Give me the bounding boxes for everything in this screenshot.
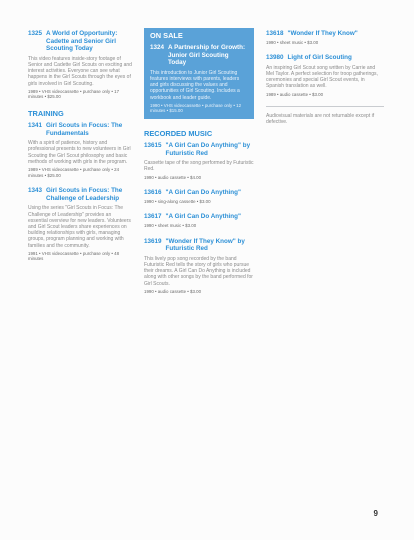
column-left xyxy=(28,30,132,271)
catalog-entry xyxy=(28,30,132,100)
entry-number: 1325 xyxy=(28,30,43,37)
entry-meta: 1989 • audio cassette • $3.00 xyxy=(266,91,324,97)
entry-meta: 1990 • sing-along cassette • $3.00 xyxy=(144,198,211,204)
entry-number: 13618 xyxy=(266,30,284,37)
entry-title xyxy=(144,238,254,253)
return-policy-note: Audiovisual materials are not returnable except if defective. xyxy=(266,113,375,126)
entry-description: This lively pop song recorded by the band Futuristic Red tells the story of girls who pursue their dreams. A Girl Can Do Anything is included along with other songs by the band performed for Girl Scouts. xyxy=(144,255,253,287)
entry-meta: 1990 • sheet music • $3.00 xyxy=(144,222,197,228)
entry-title xyxy=(28,30,132,53)
entry-description: Cassette tape of the song performed by Futuristic Red. xyxy=(144,160,254,173)
entry-meta: 1989 • VHS videocassette • purchase only • 24 minutes • $25.00 xyxy=(28,166,120,178)
catalog-entry xyxy=(266,54,384,97)
page-number: 9 xyxy=(373,509,378,518)
entry-number: 13617 xyxy=(144,213,162,221)
entry-title xyxy=(144,189,254,197)
entry-name: A World of Opportunity: Cadette and Senior Girl Scouting Today xyxy=(46,30,118,53)
entry-number: 1324 xyxy=(150,44,165,51)
entry-meta: 1990 • sheet music • $3.00 xyxy=(266,39,319,45)
entry-name: Girl Scouts in Focus: The Challenge of Leadership xyxy=(46,187,123,202)
catalog-entry xyxy=(144,142,254,180)
on-sale-box xyxy=(144,28,254,119)
entry-description: This video features inside-story footage of Senior and Cadette Girl Scouts on exciting and interest activities. Everyone can see what happens in the Girl Scouts through the eyes of girls involved in Girl Scouting. xyxy=(28,55,132,87)
entry-title xyxy=(28,187,132,202)
entry-number: 13980 xyxy=(266,54,284,62)
entry-number: 13615 xyxy=(144,141,162,149)
entry-description: Using the series "Girl Scouts in Focus: The Challenge of Leadership" provides an essential overview for new leaders. Volunteers and Girl Scout leaders share experiences on building relationships with girls, managing groups, program planning and working with families and the community. xyxy=(28,205,131,249)
catalog-entry xyxy=(144,238,254,295)
entry-title xyxy=(266,54,384,62)
entry-title xyxy=(150,44,248,67)
entry-title xyxy=(28,122,132,137)
entry-meta: 1989 • VHS videocassette • purchase only • 17 minutes • $25.00 xyxy=(28,88,120,100)
entry-name: A Partnership for Growth: Junior Girl Scouting Today xyxy=(168,44,246,67)
divider xyxy=(266,106,384,107)
column-middle xyxy=(144,30,254,303)
catalog-entry xyxy=(28,122,132,178)
entry-number: 13616 xyxy=(144,189,162,197)
entry-number: 13619 xyxy=(144,237,162,245)
entry-name: "A Girl Can Do Anything" xyxy=(165,213,241,221)
section-heading-training: TRAINING xyxy=(28,108,64,118)
entry-title xyxy=(144,142,254,157)
entry-name: Girl Scouts in Focus: The Fundamentals xyxy=(46,121,123,137)
entry-description: An inspiring Girl Scout song written by Carrie and Mel Taylor. A perfect selection for troop gatherings, ceremonies and special Girl Scout events, in Spanish translation as well. xyxy=(266,64,378,90)
section-heading-on-sale: ON SALE xyxy=(150,31,183,40)
column-right xyxy=(266,30,384,126)
entry-meta: 1990 • VHS videocassette • purchase only • 12 minutes • $15.00 xyxy=(150,102,242,114)
catalog-entry xyxy=(144,189,254,204)
entry-name: "Wonder If They Know" xyxy=(287,30,358,37)
entry-title xyxy=(266,30,384,38)
entry-meta: 1991 • VHS videocassette • purchase only • 48 minutes xyxy=(28,250,120,262)
entry-meta: 1990 • audio cassette • $3.00 xyxy=(144,288,202,294)
entry-number: 1343 xyxy=(28,187,43,195)
section-heading-recorded-music: RECORDED MUSIC xyxy=(144,128,213,138)
entry-description: With a spirit of patience, history and professional presents to new volunteers in Girl Scouting the Girl Scout philosophy and basic methods of working with girls in the program. xyxy=(28,140,131,165)
catalog-entry xyxy=(144,213,254,228)
entry-description: This introduction to Junior Girl Scouting features interviews with parents, leaders and girls discussing the values and opportunities of Girl Scouting. Includes a workbook and leader guide. xyxy=(150,69,240,101)
catalog-entry xyxy=(266,30,384,45)
entry-title xyxy=(144,213,254,221)
entry-name: Light of Girl Scouting xyxy=(287,54,352,62)
entry-name: "A Girl Can Do Anything" by Futuristic Red xyxy=(165,141,251,157)
entry-meta: 1990 • audio cassette • $4.00 xyxy=(144,174,202,180)
entry-number: 1341 xyxy=(28,121,43,129)
entry-name: "Wonder If They Know" by Futuristic Red xyxy=(165,237,245,253)
catalog-entry xyxy=(28,187,132,262)
entry-name: "A Girl Can Do Anything" xyxy=(165,189,241,197)
